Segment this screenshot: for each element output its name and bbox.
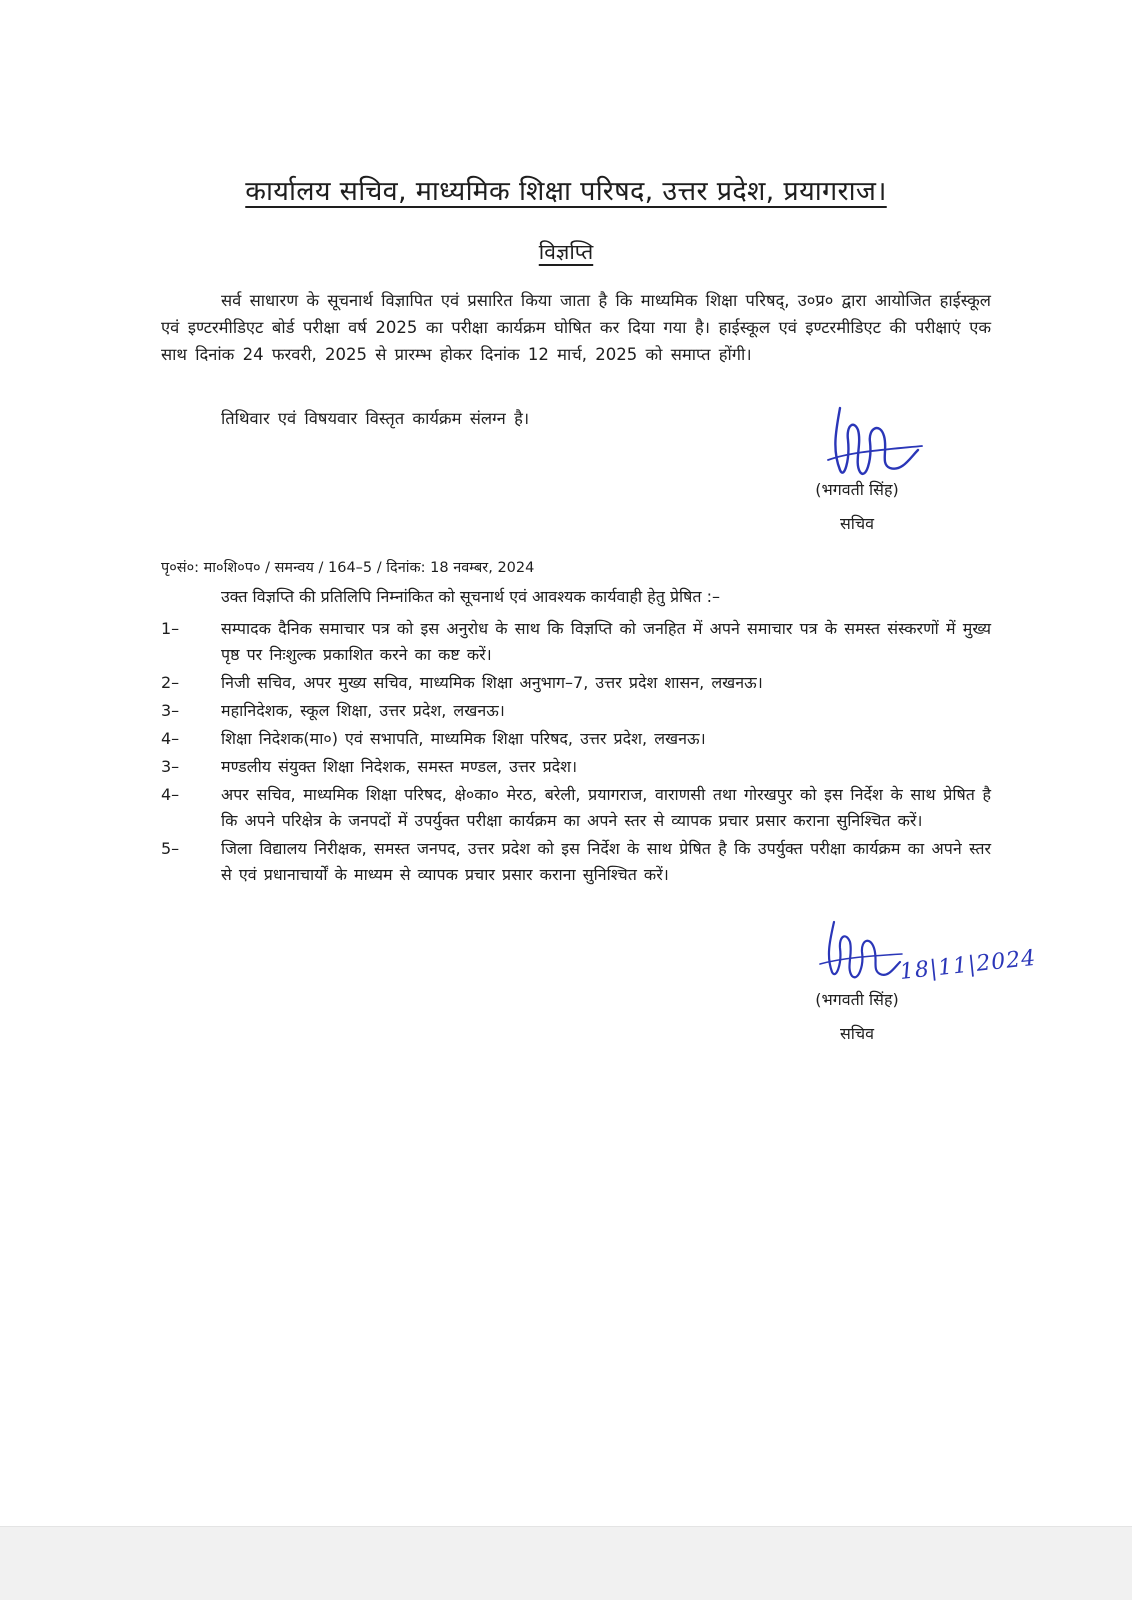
list-item: [161, 782, 991, 834]
list-item-number: 4–: [161, 729, 180, 748]
list-item-text: सम्पादक दैनिक समाचार पत्र को इस अनुरोध के साथ कि विज्ञप्ति को जनहित में अपने समाचार पत्र के समस्त संस्करणों में मुख्य पृष्ठ पर निःशुल्क प्रकाशित करने का कष्ट करें।: [221, 619, 991, 664]
list-item-text: मण्डलीय संयुक्त शिक्षा निदेशक, समस्त मण्डल, उत्तर प्रदेश।: [221, 757, 578, 776]
notice-paragraph-2: तिथिवार एवं विषयवार विस्तृत कार्यक्रम संलग्न है।: [221, 409, 530, 428]
notice-title: [0, 237, 1132, 267]
list-item: [161, 726, 991, 752]
list-item-number: 1–: [161, 619, 180, 638]
signatory-designation: सचिव: [839, 514, 875, 533]
notice-paragraph-1: सर्व साधारण के सूचनार्थ विज्ञापित एवं प्रसारित किया जाता है कि माध्यमिक शिक्षा परिषद्, उ०प्र० द्वारा आयोजित हाईस्कूल एवं इण्टरमीडिएट बोर्ड परीक्षा वर्ष 2025 का परीक्षा कार्यक्रम घोषित कर दिया गया है। हाईस्कूल एवं इण्टरमीडिएट की परीक्षाएं एक साथ दिनांक 24 फरवरी, 2025 से प्रारम्भ होकर दिनांक 12 मार्च, 2025 को समाप्त होंगी।: [161, 291, 991, 364]
signature-block-1: [772, 475, 942, 539]
notice-title-text: विज्ञप्ति: [538, 240, 594, 264]
list-item: [161, 670, 991, 696]
list-item: [161, 754, 991, 780]
office-heading: [0, 172, 1132, 212]
list-item-text: जिला विद्यालय निरीक्षक, समस्त जनपद, उत्तर प्रदेश को इस निर्देश के साथ प्रेषित है कि उपर्युक्त परीक्षा कार्यक्रम का अपने स्तर से एवं प्रधानाचार्यों के माध्यम से व्यापक प्रचार प्रसार कराना सुनिश्चित करें।: [221, 839, 991, 884]
list-item-text: महानिदेशक, स्कूल शिक्षा, उत्तर प्रदेश, लखनऊ।: [221, 701, 505, 720]
signatory-designation: सचिव: [839, 1024, 875, 1043]
signature-2-icon: [806, 916, 906, 986]
copy-intro: उक्त विज्ञप्ति की प्रतिलिपि निम्नांकित को सूचनार्थ एवं आवश्यक कार्यवाही हेतु प्रेषित :–: [221, 587, 721, 606]
list-item: [161, 836, 991, 888]
list-item-number: 2–: [161, 673, 180, 692]
office-heading-text: कार्यालय सचिव, माध्यमिक शिक्षा परिषद, उत्तर प्रदेश, प्रयागराज।: [245, 176, 887, 207]
signatory-name: (भगवती सिंह): [815, 480, 899, 499]
list-item-number: 3–: [161, 701, 180, 720]
list-item-text: अपर सचिव, माध्यमिक शिक्षा परिषद, क्षे०का० मेरठ, बरेली, प्रयागराज, वाराणसी तथा गोरखपुर को इस निर्देश के साथ प्रेषित है कि अपने परिक्षेत्र के जनपदों में उपर्युक्त परीक्षा कार्यक्रम का अपने स्तर से व्यापक प्रचार प्रसार कराना सुनिश्चित करें।: [221, 785, 991, 830]
list-item: [161, 698, 991, 724]
list-item-number: 5–: [161, 839, 180, 858]
reference-number: पृ०सं०: मा०शि०प० / समन्वय / 164–5 / दिनांक: 18 नवम्बर, 2024: [161, 560, 535, 576]
list-item-number: 4–: [161, 785, 180, 804]
signature-block-2: [772, 985, 942, 1049]
list-item-text: निजी सचिव, अपर मुख्य सचिव, माध्यमिक शिक्षा अनुभाग–7, उत्तर प्रदेश शासन, लखनऊ।: [221, 673, 763, 692]
copy-recipients-list: [161, 616, 991, 890]
viewer-bottom-bar: [0, 1526, 1132, 1600]
handwritten-date: 18|11|2024: [898, 945, 1038, 985]
signatory-name: (भगवती सिंह): [815, 990, 899, 1009]
list-item: [161, 616, 991, 668]
list-item-number: 3–: [161, 757, 180, 776]
list-item-text: शिक्षा निदेशक(मा०) एवं सभापति, माध्यमिक शिक्षा परिषद, उत्तर प्रदेश, लखनऊ।: [221, 729, 706, 748]
